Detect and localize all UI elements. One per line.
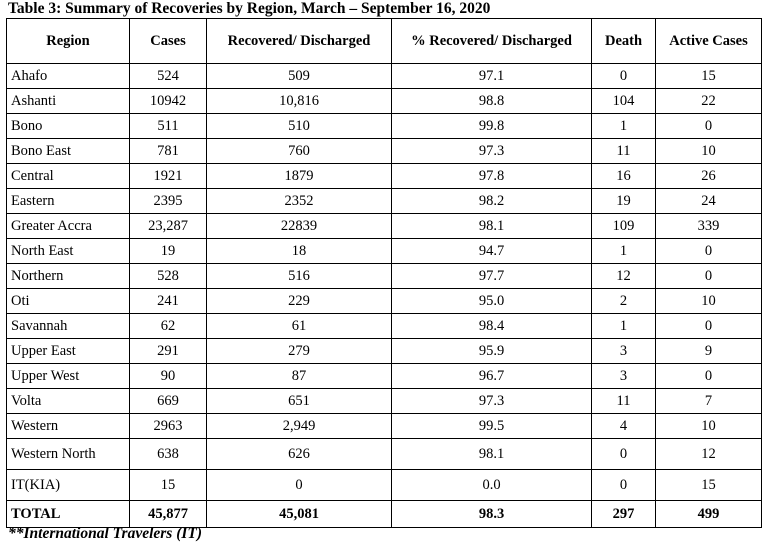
cell-death: 11 [592, 139, 656, 164]
table-row [7, 139, 762, 164]
table-row [7, 314, 762, 339]
cell-recovered: 18 [207, 239, 392, 264]
table-row [7, 264, 762, 289]
cell-region: Greater Accra [7, 214, 130, 239]
cell-cases: 2395 [130, 189, 207, 214]
cell-recovered: 2,949 [207, 414, 392, 439]
cell-recovered: 0 [207, 470, 392, 501]
cell-death: 11 [592, 389, 656, 414]
cell-death: 109 [592, 214, 656, 239]
cell-recovered: 509 [207, 64, 392, 89]
table-row [7, 364, 762, 389]
cell-pct: 98.8 [392, 89, 592, 114]
cell-death: 16 [592, 164, 656, 189]
table-row [7, 114, 762, 139]
cell-pct: 98.1 [392, 214, 592, 239]
total-recovered: 45,081 [207, 501, 392, 528]
cell-death: 1 [592, 114, 656, 139]
cell-recovered: 510 [207, 114, 392, 139]
cell-death: 0 [592, 470, 656, 501]
cell-cases: 511 [130, 114, 207, 139]
cell-active: 22 [656, 89, 762, 114]
cell-pct: 96.7 [392, 364, 592, 389]
cell-pct: 97.3 [392, 389, 592, 414]
cell-region: Eastern [7, 189, 130, 214]
cell-pct: 95.0 [392, 289, 592, 314]
total-region: TOTAL [7, 501, 130, 528]
cell-cases: 528 [130, 264, 207, 289]
cell-cases: 10942 [130, 89, 207, 114]
cell-region: Western [7, 414, 130, 439]
header-pct-recovered: % Recovered/ Discharged [392, 19, 592, 64]
total-active: 499 [656, 501, 762, 528]
table-row [7, 64, 762, 89]
cell-pct: 98.2 [392, 189, 592, 214]
cell-region: Western North [7, 439, 130, 470]
table-row [7, 89, 762, 114]
table-row [7, 289, 762, 314]
cell-recovered: 626 [207, 439, 392, 470]
header-death: Death [592, 19, 656, 64]
cell-cases: 638 [130, 439, 207, 470]
cell-death: 2 [592, 289, 656, 314]
cell-active: 10 [656, 414, 762, 439]
cell-cases: 524 [130, 64, 207, 89]
cell-cases: 291 [130, 339, 207, 364]
table-row [7, 214, 762, 239]
table-row [7, 164, 762, 189]
cell-death: 104 [592, 89, 656, 114]
cell-region: Oti [7, 289, 130, 314]
cell-region: Savannah [7, 314, 130, 339]
cell-cases: 1921 [130, 164, 207, 189]
cell-cases: 781 [130, 139, 207, 164]
table-row [7, 414, 762, 439]
cell-recovered: 87 [207, 364, 392, 389]
cell-recovered: 516 [207, 264, 392, 289]
total-pct: 98.3 [392, 501, 592, 528]
cell-pct: 0.0 [392, 470, 592, 501]
cell-pct: 98.1 [392, 439, 592, 470]
cell-death: 4 [592, 414, 656, 439]
cell-recovered: 760 [207, 139, 392, 164]
cell-active: 0 [656, 264, 762, 289]
cell-active: 10 [656, 139, 762, 164]
cell-cases: 2963 [130, 414, 207, 439]
cell-pct: 98.4 [392, 314, 592, 339]
cell-death: 1 [592, 314, 656, 339]
cell-active: 10 [656, 289, 762, 314]
cell-region: Central [7, 164, 130, 189]
cell-pct: 99.5 [392, 414, 592, 439]
cell-active: 15 [656, 64, 762, 89]
cell-region: North East [7, 239, 130, 264]
cell-death: 3 [592, 364, 656, 389]
header-region: Region [7, 19, 130, 64]
cell-death: 0 [592, 64, 656, 89]
cell-pct: 95.9 [392, 339, 592, 364]
cell-pct: 97.8 [392, 164, 592, 189]
cell-active: 7 [656, 389, 762, 414]
cell-active: 339 [656, 214, 762, 239]
cell-active: 9 [656, 339, 762, 364]
cell-active: 0 [656, 314, 762, 339]
cell-pct: 97.1 [392, 64, 592, 89]
cell-death: 0 [592, 439, 656, 470]
table-title: Table 3: Summary of Recoveries by Region, March – September 16, 2020 [8, 0, 491, 17]
cell-pct: 99.8 [392, 114, 592, 139]
recoveries-table [6, 18, 762, 528]
table-row [7, 189, 762, 214]
cell-region: Upper West [7, 364, 130, 389]
cell-recovered: 10,816 [207, 89, 392, 114]
cell-active: 24 [656, 189, 762, 214]
cell-pct: 97.7 [392, 264, 592, 289]
cell-region: Ahafo [7, 64, 130, 89]
cell-region: Ashanti [7, 89, 130, 114]
table-row [7, 239, 762, 264]
cell-region: Volta [7, 389, 130, 414]
cell-death: 1 [592, 239, 656, 264]
footnote: **International Travelers (IT) [8, 525, 203, 542]
cell-active: 0 [656, 239, 762, 264]
cell-death: 12 [592, 264, 656, 289]
header-active: Active Cases [656, 19, 762, 64]
cell-recovered: 2352 [207, 189, 392, 214]
cell-recovered: 22839 [207, 214, 392, 239]
header-recovered: Recovered/ Discharged [207, 19, 392, 64]
cell-recovered: 1879 [207, 164, 392, 189]
cell-pct: 97.3 [392, 139, 592, 164]
cell-region: Bono East [7, 139, 130, 164]
cell-region: Bono [7, 114, 130, 139]
table-row [7, 439, 762, 470]
cell-recovered: 279 [207, 339, 392, 364]
cell-recovered: 651 [207, 389, 392, 414]
total-cases: 45,877 [130, 501, 207, 528]
cell-active: 0 [656, 114, 762, 139]
cell-recovered: 229 [207, 289, 392, 314]
cell-cases: 669 [130, 389, 207, 414]
cell-cases: 23,287 [130, 214, 207, 239]
cell-pct: 94.7 [392, 239, 592, 264]
cell-cases: 241 [130, 289, 207, 314]
cell-region: Upper East [7, 339, 130, 364]
cell-cases: 62 [130, 314, 207, 339]
cell-cases: 19 [130, 239, 207, 264]
cell-active: 15 [656, 470, 762, 501]
header-row [7, 19, 762, 64]
cell-death: 19 [592, 189, 656, 214]
table-row [7, 470, 762, 501]
table-row [7, 339, 762, 364]
total-death: 297 [592, 501, 656, 528]
cell-cases: 90 [130, 364, 207, 389]
cell-active: 12 [656, 439, 762, 470]
cell-region: Northern [7, 264, 130, 289]
table-row [7, 389, 762, 414]
cell-active: 26 [656, 164, 762, 189]
cell-region: IT(KIA) [7, 470, 130, 501]
cell-death: 3 [592, 339, 656, 364]
header-cases: Cases [130, 19, 207, 64]
cell-cases: 15 [130, 470, 207, 501]
cell-recovered: 61 [207, 314, 392, 339]
cell-active: 0 [656, 364, 762, 389]
